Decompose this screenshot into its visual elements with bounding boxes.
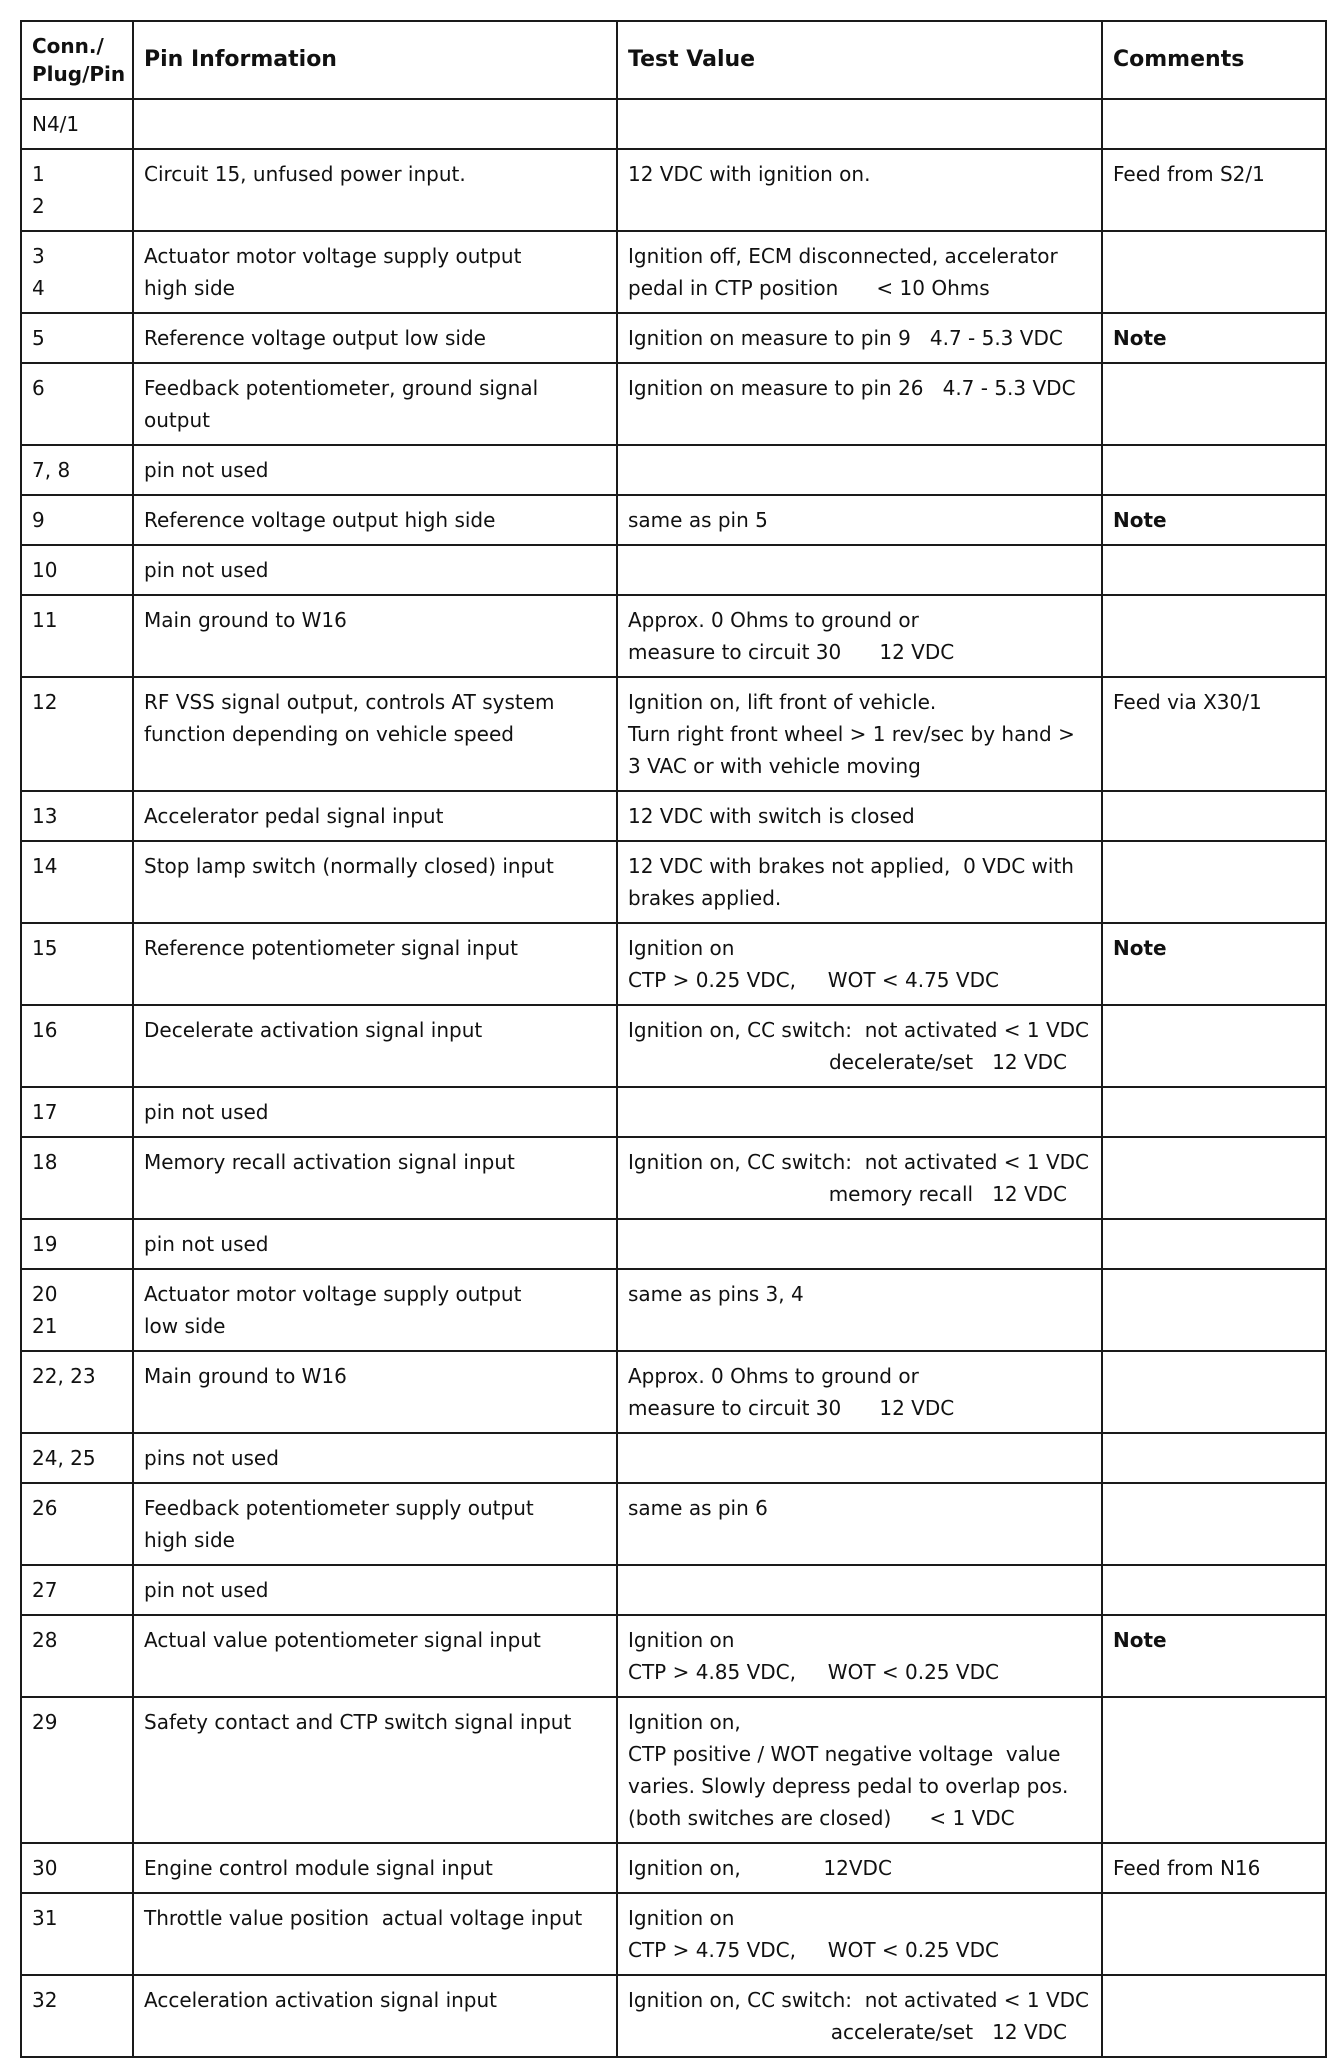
test-value-cell <box>617 1269 1102 1351</box>
test-value-cell <box>617 1615 1102 1697</box>
table-row <box>21 363 1326 445</box>
info-line: Actuator motor voltage supply output <box>144 244 522 268</box>
test-line: 12 VDC with brakes not applied, 0 VDC with <box>628 854 1074 878</box>
header-comments: Comments <box>1102 21 1326 99</box>
test-line: CTP > 4.85 VDC, WOT < 0.25 VDC <box>628 1660 999 1684</box>
test-value-cell <box>617 1483 1102 1565</box>
comment-cell <box>1102 595 1326 677</box>
table-row <box>21 1087 1326 1137</box>
info-line: Stop lamp switch (normally closed) input <box>144 854 554 878</box>
pin-cell <box>21 1351 133 1433</box>
pin-cell <box>21 791 133 841</box>
pin-line: 20 <box>32 1282 58 1306</box>
info-line: Feedback potentiometer, ground signal <box>144 376 539 400</box>
comment-cell <box>1102 313 1326 363</box>
info-line: Acceleration activation signal input <box>144 1988 498 2012</box>
test-line: same as pin 6 <box>628 1496 768 1520</box>
test-line: 12 VDC with ignition on. <box>628 162 871 186</box>
info-line: high side <box>144 1528 235 1552</box>
pin-table-sheet <box>20 20 1325 2058</box>
header-test-value: Test Value <box>617 21 1102 99</box>
pin-cell <box>21 1137 133 1219</box>
pin-cell <box>21 1615 133 1697</box>
pin-line: 31 <box>32 1906 58 1930</box>
table-row <box>21 1269 1326 1351</box>
comment-cell <box>1102 1137 1326 1219</box>
test-value-cell <box>617 1433 1102 1483</box>
test-value-cell <box>617 923 1102 1005</box>
pin-cell <box>21 1087 133 1137</box>
test-line: Ignition on <box>628 1628 735 1652</box>
test-value-cell <box>617 1087 1102 1137</box>
pin-info-cell <box>133 677 617 791</box>
pin-line: 12 <box>32 690 58 714</box>
comment-cell <box>1102 1269 1326 1351</box>
comment-cell <box>1102 495 1326 545</box>
pin-cell <box>21 595 133 677</box>
table-row <box>21 1843 1326 1893</box>
test-line: Ignition off, ECM disconnected, accelerator <box>628 244 1058 268</box>
pin-info-cell <box>133 1137 617 1219</box>
comment-cell <box>1102 923 1326 1005</box>
test-value-cell <box>617 545 1102 595</box>
test-line: Ignition on <box>628 936 735 960</box>
pin-cell <box>21 1565 133 1615</box>
comment-cell <box>1102 1351 1326 1433</box>
comment-text: Note <box>1113 508 1167 532</box>
pin-cell <box>21 1433 133 1483</box>
pin-cell <box>21 1219 133 1269</box>
table-row <box>21 1137 1326 1219</box>
comment-cell <box>1102 1005 1326 1087</box>
pin-line: 24, 25 <box>32 1446 96 1470</box>
table-row <box>21 1615 1326 1697</box>
comment-cell <box>1102 445 1326 495</box>
test-value-cell <box>617 791 1102 841</box>
test-line: same as pin 5 <box>628 508 768 532</box>
pin-cell <box>21 841 133 923</box>
pin-info-cell <box>133 99 617 149</box>
pin-line: 1 <box>32 162 45 186</box>
test-value-cell <box>617 1219 1102 1269</box>
test-value-cell <box>617 1893 1102 1975</box>
pin-info-cell <box>133 1005 617 1087</box>
info-line: pin not used <box>144 458 269 482</box>
test-value-cell <box>617 1697 1102 1843</box>
table-row <box>21 231 1326 313</box>
pin-info-cell <box>133 1893 617 1975</box>
header-pin: Conn./ Plug/Pin <box>21 21 133 99</box>
test-line: varies. Slowly depress pedal to overlap pos. <box>628 1774 1069 1798</box>
comment-cell <box>1102 791 1326 841</box>
comment-text: Note <box>1113 936 1167 960</box>
info-line: Main ground to W16 <box>144 1364 347 1388</box>
pin-line: 18 <box>32 1150 58 1174</box>
pin-line: 3 <box>32 244 45 268</box>
pin-line: 22, 23 <box>32 1364 96 1388</box>
pin-line: 16 <box>32 1018 58 1042</box>
info-line: Decelerate activation signal input <box>144 1018 483 1042</box>
test-line: CTP positive / WOT negative voltage value <box>628 1742 1061 1766</box>
pin-line: 21 <box>32 1314 58 1338</box>
test-line: 12 VDC with switch is closed <box>628 804 915 828</box>
table-row <box>21 923 1326 1005</box>
pin-info-cell <box>133 791 617 841</box>
pin-line: 27 <box>32 1578 58 1602</box>
pin-line: N4/1 <box>32 112 80 136</box>
test-value-cell <box>617 841 1102 923</box>
comment-cell <box>1102 1433 1326 1483</box>
comment-cell <box>1102 1697 1326 1843</box>
pin-info-cell <box>133 1483 617 1565</box>
pin-info-cell <box>133 1975 617 2057</box>
test-line: Ignition on, CC switch: not activated < 1 VDC <box>628 1988 1090 2012</box>
comment-text: Note <box>1113 326 1167 350</box>
table-row <box>21 791 1326 841</box>
pin-info-cell <box>133 1087 617 1137</box>
pin-line: 2 <box>32 194 45 218</box>
comment-text: Feed via X30/1 <box>1113 690 1262 714</box>
table-row <box>21 149 1326 231</box>
pin-cell <box>21 1483 133 1565</box>
comment-cell <box>1102 1893 1326 1975</box>
table-row <box>21 313 1326 363</box>
info-line: Throttle value position actual voltage input <box>144 1906 583 1930</box>
table-row <box>21 1433 1326 1483</box>
pin-line: 5 <box>32 326 45 350</box>
info-line: low side <box>144 1314 226 1338</box>
test-value-cell <box>617 1351 1102 1433</box>
test-line: CTP > 4.75 VDC, WOT < 0.25 VDC <box>628 1938 999 1962</box>
pin-line: 13 <box>32 804 58 828</box>
test-line-right: accelerate/set 12 VDC <box>830 2020 1067 2044</box>
pin-info-cell <box>133 1351 617 1433</box>
test-value-cell <box>617 149 1102 231</box>
info-line: output <box>144 408 210 432</box>
pin-line: 10 <box>32 558 58 582</box>
info-line: function depending on vehicle speed <box>144 722 514 746</box>
test-line: 3 VAC or with vehicle moving <box>628 754 921 778</box>
pin-line: 19 <box>32 1232 58 1256</box>
info-line: Engine control module signal input <box>144 1856 493 1880</box>
test-value-cell <box>617 495 1102 545</box>
info-line: high side <box>144 276 235 300</box>
info-line: pin not used <box>144 1100 269 1124</box>
comment-cell <box>1102 231 1326 313</box>
comment-cell <box>1102 1975 1326 2057</box>
pin-info-cell <box>133 1697 617 1843</box>
test-line: Ignition on measure to pin 9 4.7 - 5.3 VDC <box>628 326 1063 350</box>
comment-cell <box>1102 1615 1326 1697</box>
comment-cell <box>1102 677 1326 791</box>
test-line-right: memory recall 12 VDC <box>828 1182 1067 1206</box>
test-value-cell <box>617 231 1102 313</box>
comment-text: Feed from N16 <box>1113 1856 1261 1880</box>
pin-cell <box>21 445 133 495</box>
pin-cell <box>21 231 133 313</box>
pin-info-cell <box>133 313 617 363</box>
table-row <box>21 545 1326 595</box>
test-value-cell <box>617 1565 1102 1615</box>
test-line: Approx. 0 Ohms to ground or <box>628 608 919 632</box>
pin-line: 17 <box>32 1100 58 1124</box>
test-value-cell <box>617 1137 1102 1219</box>
test-line: Ignition on, CC switch: not activated < 1 VDC <box>628 1150 1090 1174</box>
test-line: CTP > 0.25 VDC, WOT < 4.75 VDC <box>628 968 999 992</box>
info-line: Actual value potentiometer signal input <box>144 1628 541 1652</box>
pin-info-cell <box>133 841 617 923</box>
pin-info-cell <box>133 545 617 595</box>
table-row <box>21 1565 1326 1615</box>
pin-cell <box>21 149 133 231</box>
table-row <box>21 1351 1326 1433</box>
table-row <box>21 445 1326 495</box>
info-line: pin not used <box>144 1578 269 1602</box>
info-line: Reference voltage output low side <box>144 326 486 350</box>
comment-cell <box>1102 363 1326 445</box>
comment-cell <box>1102 1219 1326 1269</box>
pin-cell <box>21 1893 133 1975</box>
pin-line: 30 <box>32 1856 58 1880</box>
pin-cell <box>21 545 133 595</box>
pin-line: 15 <box>32 936 58 960</box>
info-line: Main ground to W16 <box>144 608 347 632</box>
test-line: Ignition on, CC switch: not activated < 1 VDC <box>628 1018 1090 1042</box>
table-row <box>21 595 1326 677</box>
comment-text: Note <box>1113 1628 1167 1652</box>
pin-cell <box>21 1975 133 2057</box>
pin-info-cell <box>133 1433 617 1483</box>
test-line: Ignition on measure to pin 26 4.7 - 5.3 VDC <box>628 376 1076 400</box>
pin-cell <box>21 923 133 1005</box>
table-row <box>21 1219 1326 1269</box>
pin-cell <box>21 99 133 149</box>
comment-cell <box>1102 841 1326 923</box>
info-line: Memory recall activation signal input <box>144 1150 515 1174</box>
pin-line: 29 <box>32 1710 58 1734</box>
info-line: RF VSS signal output, controls AT system <box>144 690 555 714</box>
comment-cell <box>1102 99 1326 149</box>
pin-info-cell <box>133 1219 617 1269</box>
comment-cell <box>1102 1565 1326 1615</box>
comment-cell <box>1102 545 1326 595</box>
header-pin-information: Pin Information <box>133 21 617 99</box>
info-line: pins not used <box>144 1446 279 1470</box>
test-line-right: decelerate/set 12 VDC <box>828 1050 1067 1074</box>
test-value-cell <box>617 595 1102 677</box>
pin-info-cell <box>133 595 617 677</box>
test-value-cell <box>617 1843 1102 1893</box>
pin-info-cell <box>133 1565 617 1615</box>
test-value-cell <box>617 1975 1102 2057</box>
pin-info-cell <box>133 1843 617 1893</box>
pin-table <box>20 20 1327 2058</box>
info-line: Accelerator pedal signal input <box>144 804 444 828</box>
comment-cell <box>1102 149 1326 231</box>
pin-info-cell <box>133 495 617 545</box>
table-row <box>21 841 1326 923</box>
info-line: Reference voltage output high side <box>144 508 496 532</box>
pin-cell <box>21 1005 133 1087</box>
pin-line: 7, 8 <box>32 458 71 482</box>
test-line: brakes applied. <box>628 886 782 910</box>
pin-cell <box>21 363 133 445</box>
test-line: Ignition on, <box>628 1710 741 1734</box>
pin-info-cell <box>133 1615 617 1697</box>
pin-cell <box>21 495 133 545</box>
table-row <box>21 495 1326 545</box>
pin-cell <box>21 1697 133 1843</box>
table-row <box>21 99 1326 149</box>
pin-info-cell <box>133 1269 617 1351</box>
pin-line: 4 <box>32 276 45 300</box>
pin-info-cell <box>133 231 617 313</box>
pin-info-cell <box>133 923 617 1005</box>
test-line: Ignition on, 12VDC <box>628 1856 892 1880</box>
test-line: Ignition on, lift front of vehicle. <box>628 690 937 714</box>
test-value-cell <box>617 313 1102 363</box>
info-line: Actuator motor voltage supply output <box>144 1282 522 1306</box>
info-line: Feedback potentiometer supply output <box>144 1496 534 1520</box>
table-body <box>21 99 1326 2057</box>
pin-cell <box>21 677 133 791</box>
test-line: Turn right front wheel > 1 rev/sec by hand > <box>628 722 1075 746</box>
comment-cell <box>1102 1087 1326 1137</box>
test-value-cell <box>617 445 1102 495</box>
test-line: Approx. 0 Ohms to ground or <box>628 1364 919 1388</box>
table-row <box>21 1005 1326 1087</box>
pin-info-cell <box>133 149 617 231</box>
pin-line: 6 <box>32 376 45 400</box>
header-row <box>21 21 1326 99</box>
comment-cell <box>1102 1843 1326 1893</box>
pin-cell <box>21 313 133 363</box>
table-row <box>21 1975 1326 2057</box>
pin-line: 28 <box>32 1628 58 1652</box>
pin-line: 9 <box>32 508 45 532</box>
test-line: Ignition on <box>628 1906 735 1930</box>
pin-cell <box>21 1843 133 1893</box>
test-value-cell <box>617 1005 1102 1087</box>
info-line: pin not used <box>144 558 269 582</box>
pin-line: 14 <box>32 854 58 878</box>
comment-text: Feed from S2/1 <box>1113 162 1265 186</box>
info-line: Safety contact and CTP switch signal input <box>144 1710 572 1734</box>
pin-info-cell <box>133 363 617 445</box>
table-row <box>21 1893 1326 1975</box>
pin-line: 11 <box>32 608 58 632</box>
test-line: measure to circuit 30 12 VDC <box>628 1396 955 1420</box>
pin-line: 26 <box>32 1496 58 1520</box>
comment-cell <box>1102 1483 1326 1565</box>
test-value-cell <box>617 363 1102 445</box>
info-line: Circuit 15, unfused power input. <box>144 162 466 186</box>
info-line: Reference potentiometer signal input <box>144 936 518 960</box>
test-line: measure to circuit 30 12 VDC <box>628 640 955 664</box>
table-row <box>21 677 1326 791</box>
info-line: pin not used <box>144 1232 269 1256</box>
test-line: same as pins 3, 4 <box>628 1282 804 1306</box>
test-value-cell <box>617 99 1102 149</box>
test-value-cell <box>617 677 1102 791</box>
table-row <box>21 1697 1326 1843</box>
table-row <box>21 1483 1326 1565</box>
pin-line: 32 <box>32 1988 58 2012</box>
pin-cell <box>21 1269 133 1351</box>
test-line: (both switches are closed) < 1 VDC <box>628 1806 1015 1830</box>
test-line: pedal in CTP position < 10 Ohms <box>628 276 990 300</box>
pin-info-cell <box>133 445 617 495</box>
